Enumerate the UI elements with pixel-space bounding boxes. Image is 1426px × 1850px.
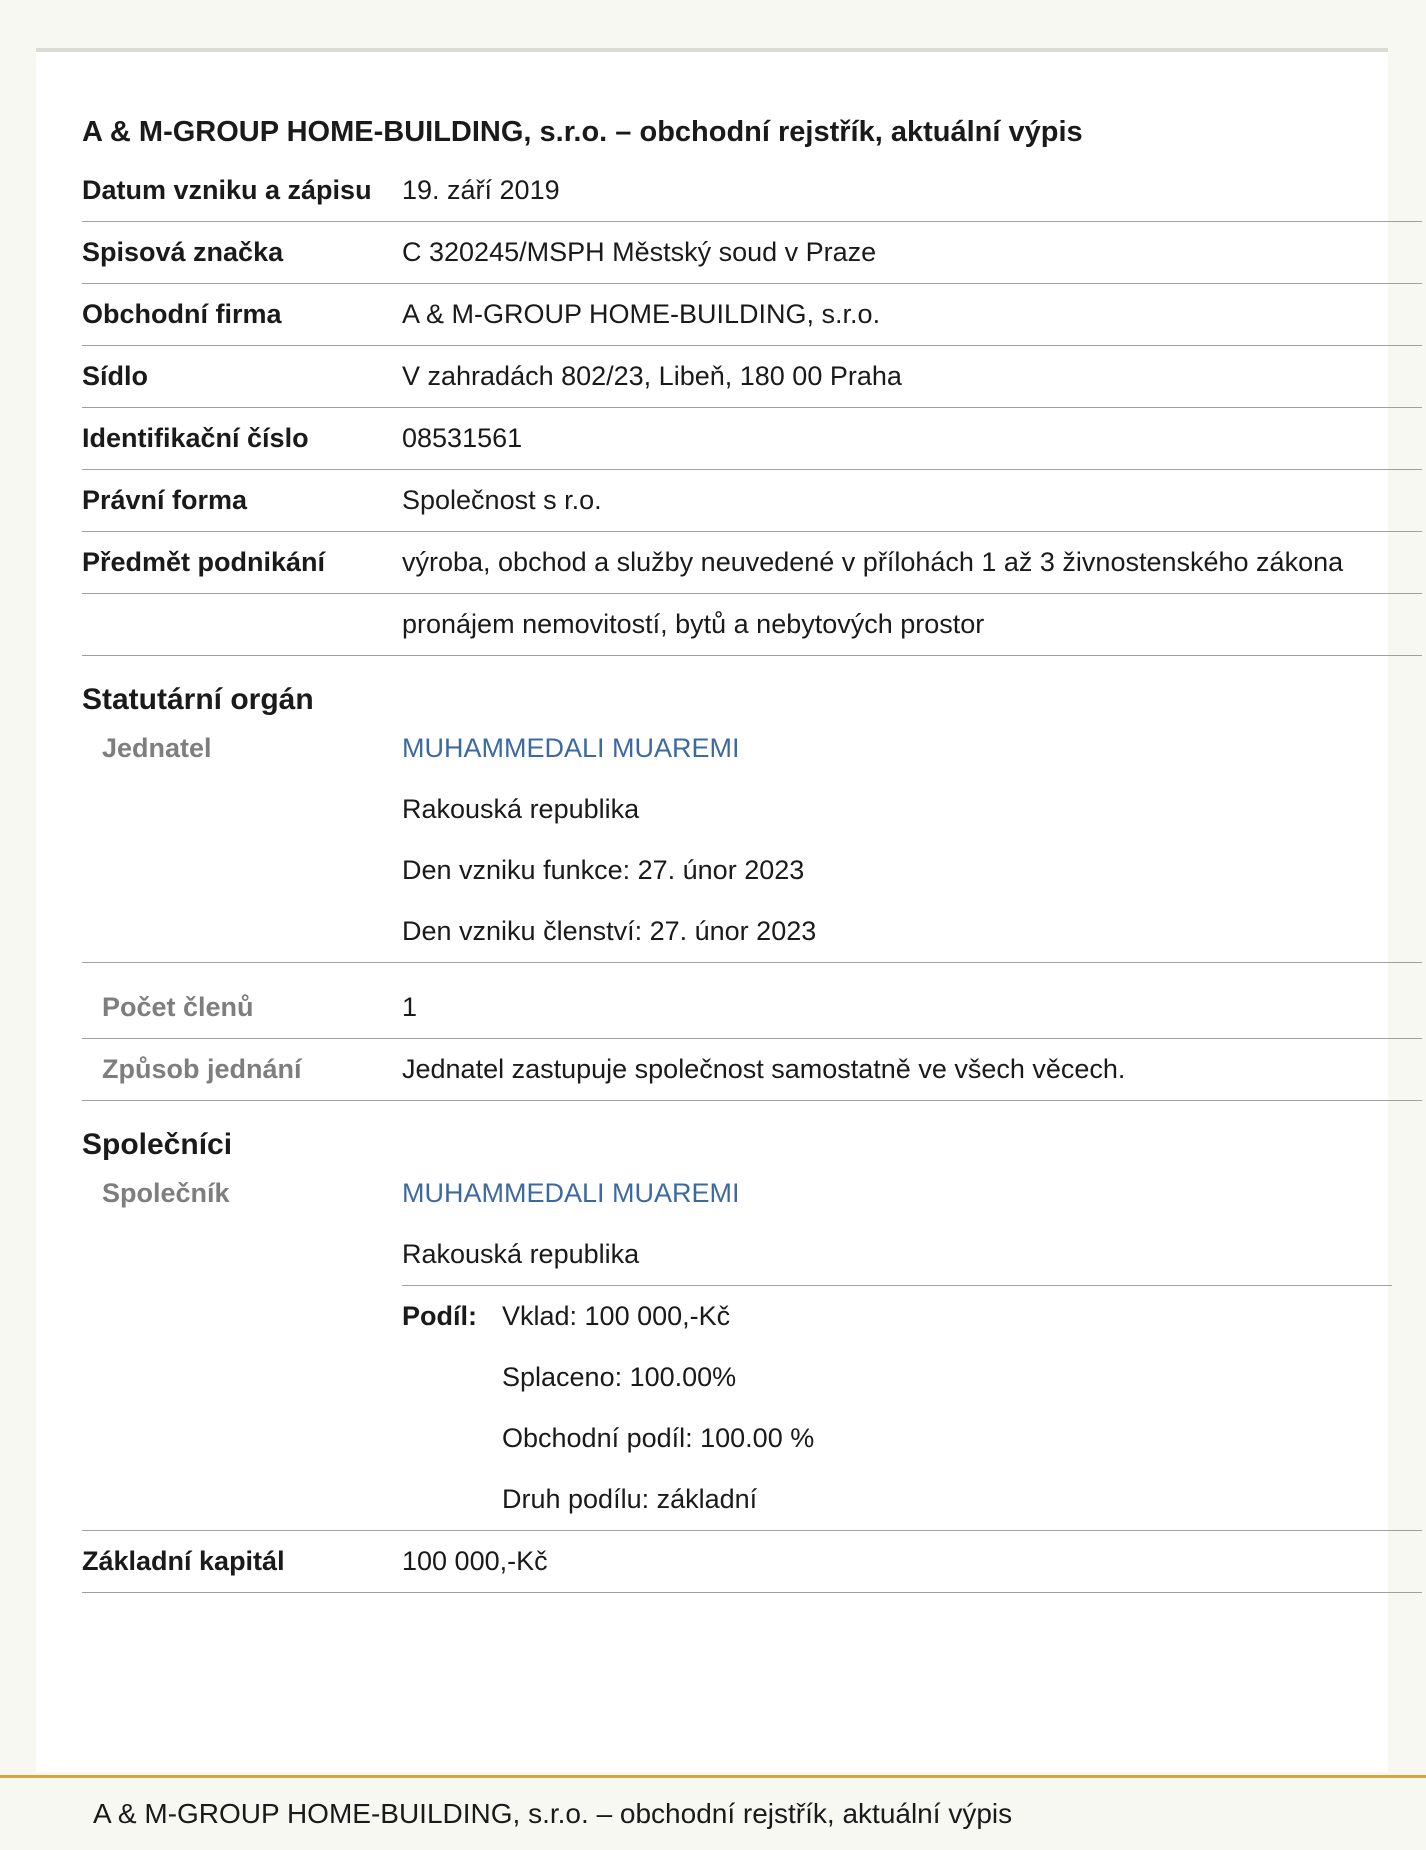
label-spolecnik: Společník <box>102 1178 230 1208</box>
row-sidlo <box>82 346 1422 408</box>
label-empty <box>82 594 402 655</box>
register-content <box>82 102 1422 1593</box>
podil-vklad: Vklad: 100 000,-Kč <box>502 1301 731 1331</box>
value-spisova-znacka: C 320245/MSPH Městský soud v Praze <box>402 237 877 267</box>
row-identifikacni-cislo <box>82 408 1422 470</box>
jednatel-clenstvi: Den vzniku členství: 27. únor 2023 <box>402 916 817 946</box>
jednatel-country: Rakouská republika <box>402 794 640 824</box>
row-obchodni-firma <box>82 284 1422 346</box>
podil-splaceno: Splaceno: 100.00% <box>502 1362 737 1392</box>
label-pravni-forma: Právní forma <box>82 485 248 515</box>
label-datum-vzniku: Datum vzniku a zápisu <box>82 175 372 205</box>
section-title-statutarni-organ: Statutární orgán <box>82 683 314 716</box>
label-spisova-znacka: Spisová značka <box>82 237 284 267</box>
value-zpusob-jednani: Jednatel zastupuje společnost samostatně ve všech věcech. <box>402 1054 1126 1084</box>
value-jednatel <box>402 718 1422 962</box>
row-pravni-forma <box>82 470 1422 532</box>
label-sidlo: Sídlo <box>82 361 148 391</box>
jednatel-funkce: Den vzniku funkce: 27. únor 2023 <box>402 855 805 885</box>
podil-druh: Druh podílu: základní <box>502 1484 758 1514</box>
section-title-spolecnici: Společníci <box>82 1128 233 1161</box>
value-sidlo: V zahradách 802/23, Libeň, 180 00 Praha <box>402 361 902 391</box>
row-spisova-znacka <box>82 222 1422 284</box>
label-pocet-clenu: Počet členů <box>102 992 254 1022</box>
row-datum-vzniku <box>82 160 1422 222</box>
label-predmet-podnikani: Předmět podnikání <box>82 547 326 577</box>
row-jednatel <box>82 718 1422 963</box>
podil-details <box>502 1286 814 1530</box>
value-pocet-clenu: 1 <box>402 992 418 1022</box>
row-predmet-podnikani-1 <box>82 532 1422 594</box>
podil-obchodni: Obchodní podíl: 100.00 % <box>502 1423 815 1453</box>
value-obchodni-firma: A & M-GROUP HOME-BUILDING, s.r.o. <box>402 299 881 329</box>
row-predmet-podnikani-2 <box>82 594 1422 656</box>
label-zpusob-jednani: Způsob jednání <box>102 1054 302 1084</box>
label-jednatel: Jednatel <box>102 733 212 763</box>
register-extract-card <box>36 48 1388 1772</box>
row-zakladni-kapital <box>82 1531 1422 1593</box>
label-obchodni-firma: Obchodní firma <box>82 299 282 329</box>
label-zakladni-kapital: Základní kapitál <box>82 1546 285 1576</box>
value-datum-vzniku: 19. září 2019 <box>402 175 560 205</box>
podil-label: Podíl: <box>402 1301 477 1331</box>
value-predmet-podnikani-2: pronájem nemovitostí, bytů a nebytových prostor <box>402 609 985 639</box>
value-pravni-forma: Společnost s r.o. <box>402 485 602 515</box>
row-spolecnik <box>82 1163 1422 1531</box>
footer-bar <box>0 1775 1426 1850</box>
value-predmet-podnikani-1: výroba, obchod a služby neuvedené v přílohách 1 až 3 živnostenského zákona <box>402 547 1344 577</box>
spacer <box>82 963 1422 977</box>
value-identifikacni-cislo: 08531561 <box>402 423 523 453</box>
label-identifikacni-cislo: Identifikační číslo <box>82 423 309 453</box>
podil-block <box>402 1285 1392 1530</box>
row-zpusob-jednani <box>82 1039 1422 1101</box>
spolecnik-country: Rakouská republika <box>402 1239 640 1269</box>
jednatel-name-link[interactable]: MUHAMMEDALI MUAREMI <box>402 733 740 763</box>
spolecnik-name-link[interactable]: MUHAMMEDALI MUAREMI <box>402 1178 740 1208</box>
value-spolecnik <box>402 1163 1422 1530</box>
row-pocet-clenu <box>82 977 1422 1039</box>
footer-title: A & M-GROUP HOME-BUILDING, s.r.o. – obchodní rejstřík, aktuální výpis <box>93 1798 1013 1829</box>
value-zakladni-kapital: 100 000,-Kč <box>402 1546 548 1576</box>
page-title: A & M-GROUP HOME-BUILDING, s.r.o. – obchodní rejstřík, aktuální výpis <box>82 116 1083 148</box>
